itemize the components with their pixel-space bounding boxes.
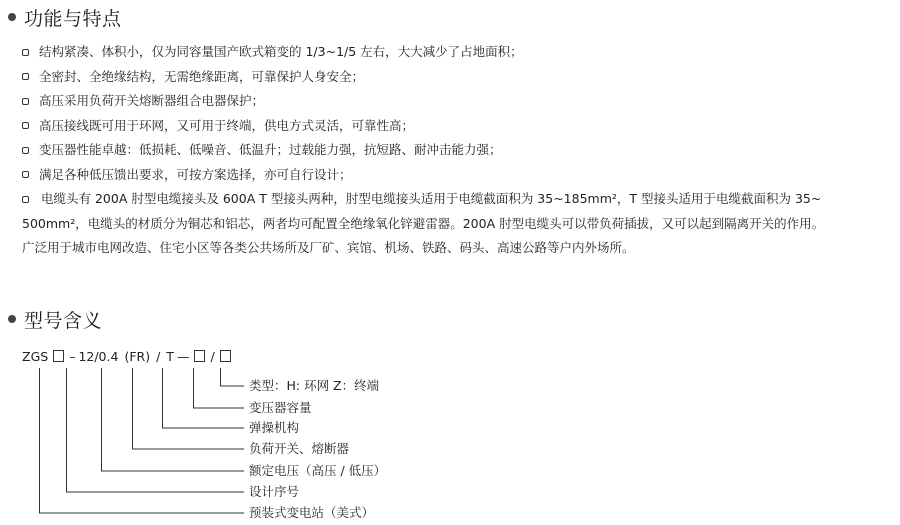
feature-item: [22, 114, 894, 139]
model-code: [22, 345, 236, 367]
square-bullet-icon: [22, 196, 29, 203]
square-bullet-icon: [22, 122, 29, 129]
model-label-switch: 负荷开关、熔断器: [249, 441, 350, 456]
model-dash: —: [176, 348, 190, 364]
features-heading: [8, 4, 122, 30]
model-heading: [8, 306, 102, 332]
feature-text: 高压采用负荷开关熔断器组合电器保护；: [39, 93, 265, 108]
model-label-substation: 预装式变电站（美式）: [249, 505, 375, 520]
model-title: 型号含义: [24, 309, 103, 332]
model-dash: –: [69, 348, 76, 364]
feature-item: [22, 138, 894, 163]
box-placeholder-icon: [194, 350, 205, 362]
bullet-dot-icon: [8, 13, 16, 21]
model-fr: (FR): [124, 348, 151, 364]
connector-line: [221, 368, 245, 386]
connector-line: [67, 368, 245, 492]
model-voltage: 12/0.4: [78, 348, 119, 364]
connector-line: [133, 368, 245, 449]
model-label-type: 类型：H: 环网 Z：终端: [249, 378, 380, 393]
square-bullet-icon: [22, 49, 29, 56]
feature-text: 高压接线既可用于环网，又可用于终端，供电方式灵活，可靠性高；: [39, 117, 415, 133]
square-bullet-icon: [22, 147, 29, 154]
feature-text: 全密封、全绝缘结构，无需绝缘距离，可靠保护人身安全；: [39, 68, 365, 84]
application-text: 广泛用于城市电网改造、住宅小区等各类公共场所及厂矿、宾馆、机场、铁路、码头、高速公路等户内外场所。: [22, 240, 635, 255]
bullet-dot-icon: [8, 315, 16, 323]
square-bullet-icon: [22, 73, 29, 80]
model-label-design: 设计序号: [249, 484, 300, 499]
connector-line: [102, 368, 245, 471]
model-label-capacity: 变压器容量: [249, 400, 312, 415]
model-prefix: ZGS: [22, 348, 49, 364]
square-bullet-icon: [22, 98, 29, 105]
model-label-voltage: 额定电压（高压 / 低压）: [249, 463, 387, 478]
feature-item: [22, 40, 894, 65]
feature-text-line: 500mm²，电缆头的材质分为铜芯和铝芯，两者均可配置全绝缘氧化锌避雷器。200A 肘型电缆头可以带负荷插拔，又可以起到隔离开关的作用。: [22, 215, 825, 231]
connector-line: [194, 368, 245, 408]
feature-text: 变压器性能卓越：低损耗、低噪音、低温升；过载能力强，抗短路、耐冲击能力强；: [39, 142, 502, 157]
connector-line: [163, 368, 245, 428]
model-label-mechanism: 弹操机构: [249, 420, 300, 435]
connector-line: [40, 368, 245, 513]
model-slash: /: [210, 348, 215, 364]
model-slash: /: [156, 348, 161, 364]
feature-item: [22, 89, 894, 114]
feature-text: 满足各种低压馈出要求，可按方案选择，亦可自行设计；: [39, 166, 352, 182]
feature-list: [22, 40, 894, 236]
feature-item: [22, 187, 894, 236]
model-t: T: [166, 348, 174, 364]
feature-text-line: 电缆头有 200A 肘型电缆接头及 600A T 型接头两种，肘型电缆接头适用于电缆截面积为 35~185mm²，T 型接头适用于电缆截面积为 35~: [41, 191, 822, 206]
box-placeholder-icon: [220, 350, 231, 362]
square-bullet-icon: [22, 171, 29, 178]
feature-text: 结构紧凑、体积小，仅为同容量国产欧式箱变的 1/3~1/5 左右，大大减少了占地面积；: [39, 44, 523, 59]
features-title: 功能与特点: [24, 7, 122, 30]
feature-item: [22, 65, 894, 90]
box-placeholder-icon: [53, 350, 64, 362]
feature-item: [22, 163, 894, 188]
